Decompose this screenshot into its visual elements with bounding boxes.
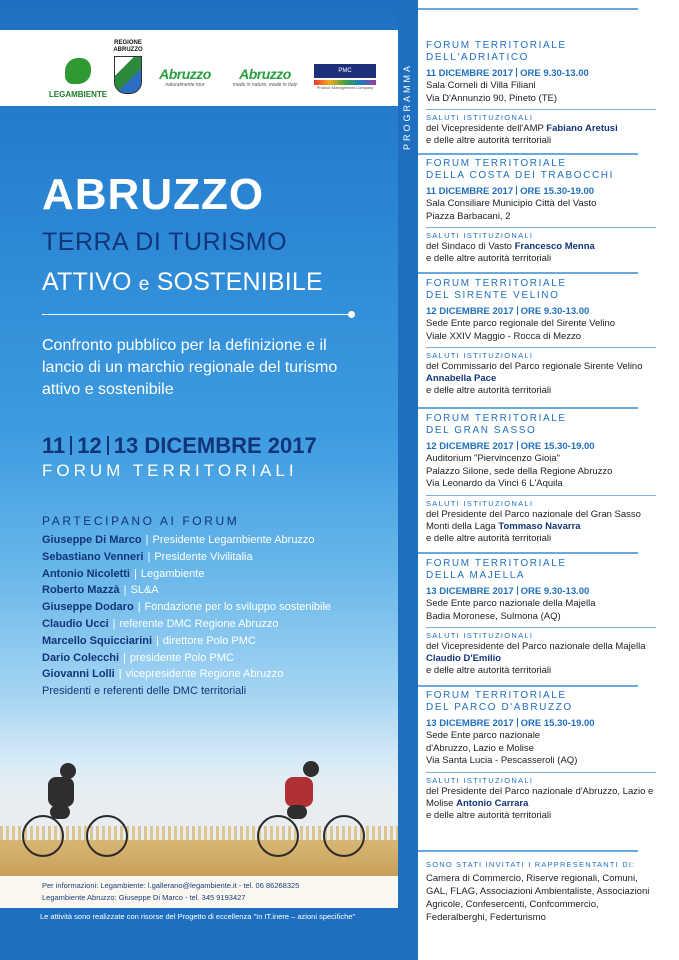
info-box: Per informazioni: Legambiente: l.gallerano@legambiente.it - tel. 06 86268325 Legambiente Abruzzo: Giuseppe Di Marco - tel. 345 9193427	[0, 876, 398, 908]
shield-icon	[114, 56, 142, 94]
divider	[418, 850, 638, 852]
list-item: Dario Colecchi | presidente Polo PMC	[42, 651, 234, 664]
divider	[418, 407, 638, 409]
event-gran-sasso: FORUM TERRITORIALE DEL GRAN SASSO 12 DICEMBRE 2017 ORE 15.30-19.00 Auditorium "Piervincenzo Gioia" Palazzo Silone, sede della Regione Abruzzo Via Leonardo da Vinci 6 L'Aquila SALUTI ISTITUZIONALI del Presidente del Parco nazionale del Gran Sasso Monti della Laga Tommaso Navarra e delle altre autorità territoriali	[426, 413, 656, 545]
divider-dot-icon	[348, 311, 355, 318]
regione-abruzzo-logo: REGIONE ABRUZZO	[110, 40, 146, 94]
date-separator	[70, 436, 72, 455]
poster-subtitle-2: ATTIVO e SOSTENIBILE	[42, 268, 323, 296]
cyclist-icon	[255, 755, 365, 855]
participants-list	[42, 532, 331, 700]
list-item: Sebastiano Venneri | Presidente Vivilitalia	[42, 550, 253, 563]
divider	[418, 153, 638, 155]
event-sirente-velino: FORUM TERRITORIALE DEL SIRENTE VELINO 12 DICEMBRE 2017 ORE 9.30-13.00 Sede Ente parco regionale del Sirente Velino Viale XXIV Maggio - Rocca di Mezzo SALUTI ISTITUZIONALI del Commissario del Parco regionale Sirente Velino Annabella Pace e delle altre autorità territoriali	[426, 278, 656, 397]
cyclist-icon	[20, 755, 130, 855]
abruzzo-naturalmente-logo: Abruzzo naturalmente tour	[159, 66, 211, 88]
legambiente-logo: LEGAMBIENTE	[48, 58, 108, 104]
poster-subtitle-1: TERRA DI TURISMO	[42, 228, 288, 256]
list-item: Roberto Mazzà | SL&A	[42, 584, 159, 597]
list-item: Giuseppe Dodaro | Fondazione per lo sviluppo sostenibile	[42, 601, 332, 614]
event-majella: FORUM TERRITORIALE DELLA MAJELLA 13 DICEMBRE 2017 ORE 9.30-13.00 Sede Ente parco nazionale della Majella Badia Moronese, Sulmona (AQ) SALUTI ISTITUZIONALI del Vicepresidente del Parco nazionale della Majella Claudio D'Emilio e delle altre autorità territoriali	[426, 558, 656, 677]
footer-bar: Le attività sono realizzate con risorse del Progetto di eccellenza "In IT.inere – azioni specifiche"	[0, 908, 398, 960]
list-item: Antonio Nicoletti | Legambiente	[42, 567, 205, 580]
participants-heading: PARTECIPANO AI FORUM	[42, 514, 240, 528]
list-item: Claudio Ucci | referente DMC Regione Abruzzo	[42, 617, 279, 630]
divider	[418, 685, 638, 687]
pmc-logo: PMC Product Management Company	[314, 64, 376, 90]
intro-text: Confronto pubblico per la definizione e il lancio di un marchio regionale del turismo attivo e sostenibile	[42, 337, 338, 398]
date-separator	[107, 436, 109, 455]
event-costa-dei-trabocchi: FORUM TERRITORIALE DELLA COSTA DEI TRABOCCHI 11 DICEMBRE 2017 ORE 15.30-19.00 Sala Consiliare Municipio Città del Vasto Piazza Barbacani, 2 SALUTI ISTITUZIONALI del Sindaco di Vasto Francesco Menna e delle altre autorità territoriali	[426, 158, 656, 265]
invitati-section: SONO STATI INVITATI I RAPPRESENTANTI DI: Camera di Commercio, Riserve regionali, Comuni, GAL, FLAG, Associazioni Ambientaliste, Associazioni Agricole, Confesercenti, Confcommercio, Federalberghi, Federturismo	[426, 860, 650, 923]
list-item: Marcello Squicciarini | direttore Polo PMC	[42, 634, 256, 647]
list-item: Giuseppe Di Marco | Presidente Legambiente Abruzzo	[42, 534, 315, 546]
event-parco-d-abruzzo: FORUM TERRITORIALE DEL PARCO D'ABRUZZO 13 DICEMBRE 2017 ORE 15.30-19.00 Sede Ente parco nazionale d'Abruzzo, Lazio e Molise Via Santa Lucia - Pescasseroli (AQ) SALUTI ISTITUZIONALI del Presidente del Parco nazionale d'Abruzzo, Lazio e Molise Antonio Carrara e delle altre autorità territoriali	[426, 690, 656, 822]
forum-label: FORUM TERRITORIALI	[42, 461, 298, 480]
logo-strip	[0, 30, 398, 106]
event-dates: 11 12 13 DICEMBRE 2017	[42, 433, 317, 458]
divider	[42, 314, 350, 315]
divider	[418, 8, 638, 10]
divider	[418, 552, 638, 554]
list-item: Giovanni Lolli | vicepresidente Regione Abruzzo	[42, 668, 284, 681]
leaf-icon	[65, 58, 91, 84]
event-adriatico: FORUM TERRITORIALE DELL'ADRIATICO 11 DICEMBRE 2017 ORE 9.30-13.00 Sala Corneli di Villa Filiani Via D'Annunzio 90, Pineto (TE) SALUTI ISTITUZIONALI del Vicepresidente dell'AMP Fabiano Aretusi e delle altre autorità territoriali	[426, 40, 656, 147]
list-item: Presidenti e referenti delle DMC territoriali	[42, 685, 247, 698]
abruzzo-made-in-nature-logo: Abruzzo made in nature, made in Italy	[232, 66, 298, 88]
poster-title: ABRUZZO	[42, 170, 265, 219]
programma-label: PROGRAMMA	[402, 62, 412, 150]
divider	[418, 272, 638, 274]
